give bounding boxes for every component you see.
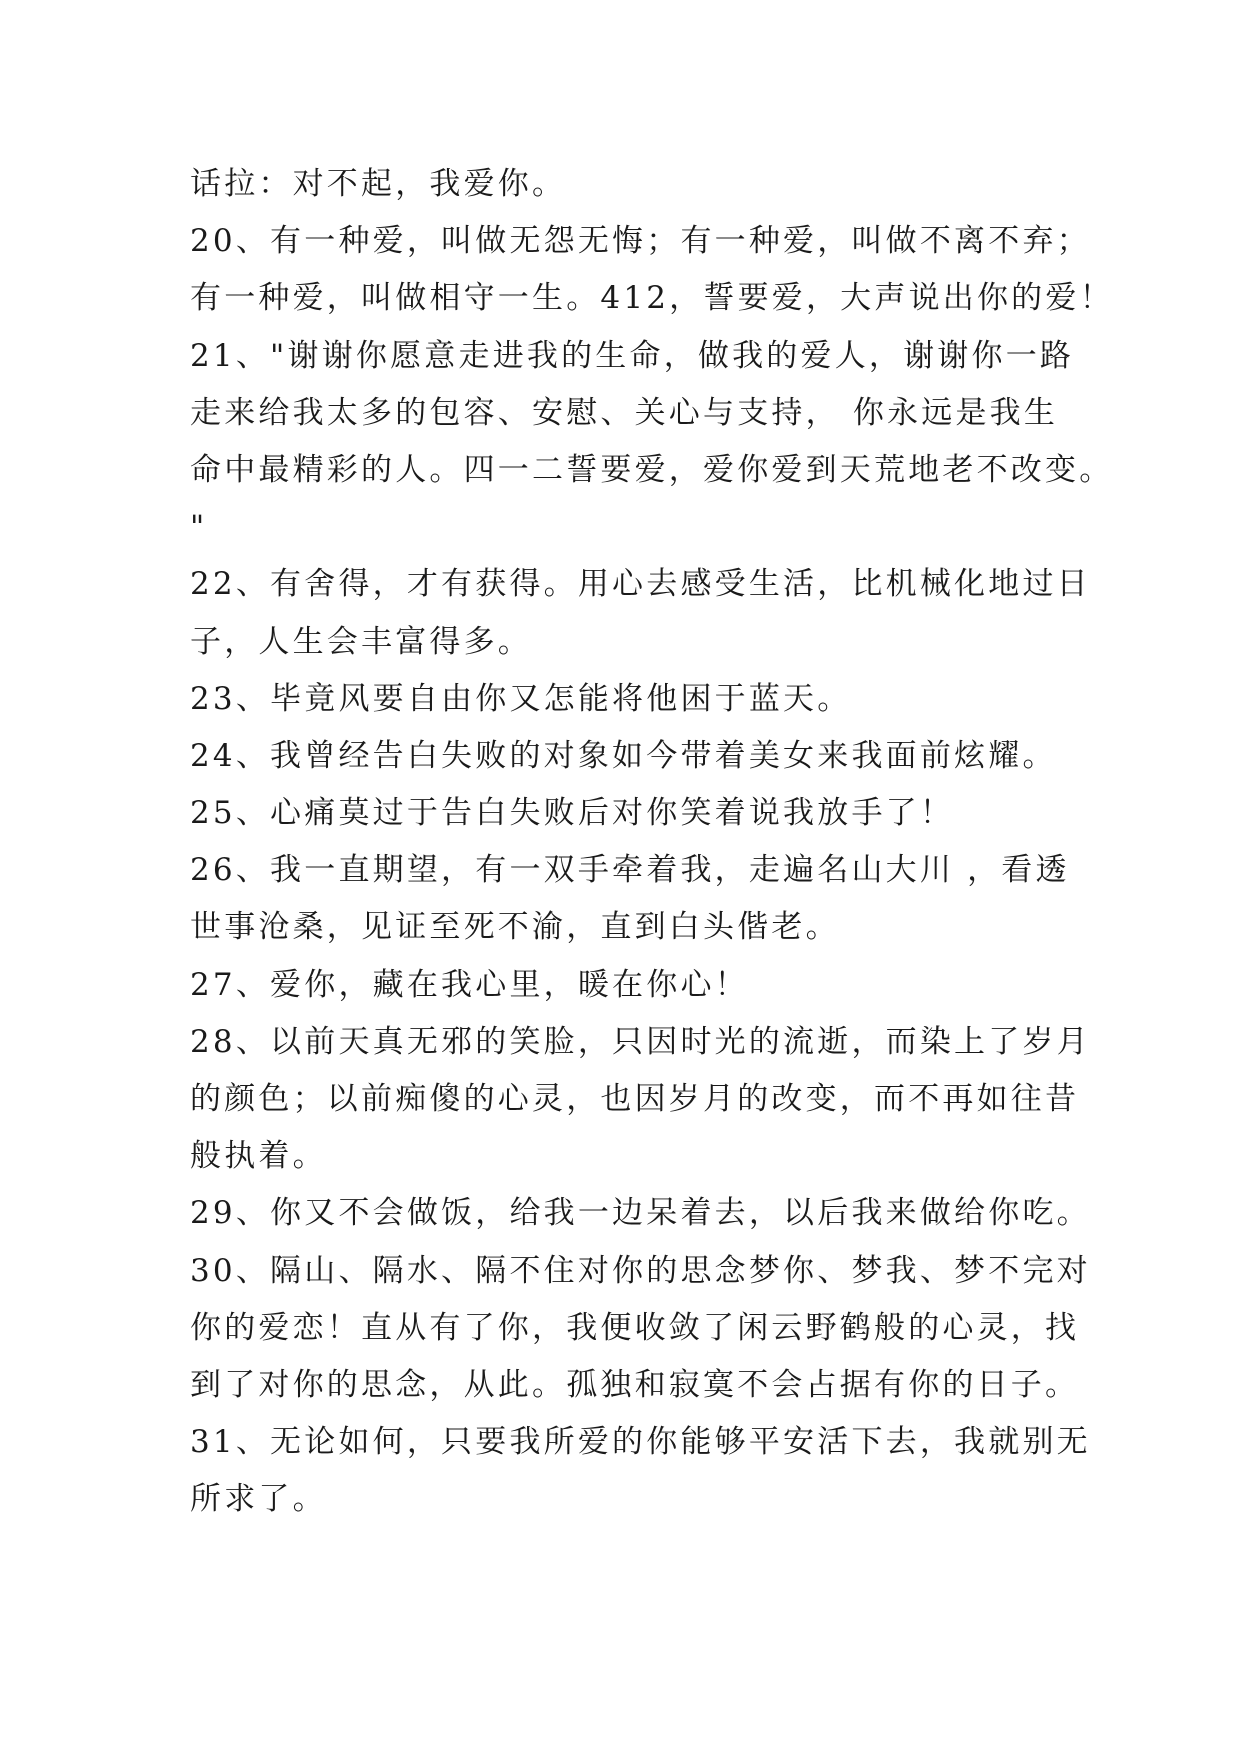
text-line: 子，人生会丰富得多。 [190, 623, 532, 660]
body-text [190, 156, 1114, 1529]
text-line: 23、毕竟风要自由你又怎能将他困于蓝天。 [190, 680, 852, 717]
text-line: 所求了。 [190, 1481, 327, 1518]
text-line: 你的爱恋！直从有了你，我便收敛了闲云野鹤般的心灵，找 [190, 1309, 1080, 1346]
text-line: 20、有一种爱，叫做无怨无悔；有一种爱，叫做不离不弃； [190, 223, 1091, 260]
text-line: 28、以前天真无邪的笑脸，只因时光的流逝，而染上了岁月 [190, 1023, 1091, 1060]
text-line: 25、心痛莫过于告白失败后对你笑着说我放手了！ [190, 795, 955, 832]
text-line: 世事沧桑，见证至死不渝，直到白头偕老。 [190, 909, 840, 946]
text-line: 22、有舍得，才有获得。用心去感受生活，比机械化地过日 [190, 566, 1091, 603]
text-line: 话拉：对不起，我爱你。 [190, 166, 567, 202]
text-line: 有一种爱，叫做相守一生。412，誓要爱，大声说出你的爱！ [190, 280, 1114, 317]
text-line: 21、"谢谢你愿意走进我的生命，做我的爱人，谢谢你一路 [190, 337, 1075, 374]
text-line: 的颜色；以前痴傻的心灵，也因岁月的改变，而不再如往昔 [190, 1081, 1080, 1117]
text-line: 30、隔山、隔水、隔不住对你的思念梦你、梦我、梦不完对 [190, 1252, 1091, 1289]
text-line: 走来给我太多的包容、安慰、关心与支持， 你永远是我生 [190, 394, 1059, 431]
text-line: " [190, 509, 208, 546]
text-line: 到了对你的思念，从此。孤独和寂寞不会占据有你的日子。 [190, 1366, 1080, 1403]
text-line: 29、你又不会做饭，给我一边呆着去，以后我来做给你吃。 [190, 1195, 1091, 1232]
text-line: 26、我一直期望，有一双手牵着我，走遍名山大川 ，看透 [190, 852, 1070, 889]
text-line: 31、无论如何，只要我所爱的你能够平安活下去，我就别无 [190, 1424, 1091, 1461]
text-line: 24、我曾经告白失败的对象如今带着美女来我面前炫耀。 [190, 737, 1057, 774]
text-line: 命中最精彩的人。四一二誓要爱，爱你爱到天荒地老不改变。 [190, 451, 1114, 488]
text-line: 般执着。 [190, 1138, 327, 1175]
text-line: 27、爱你，藏在我心里，暖在你心！ [190, 966, 749, 1003]
